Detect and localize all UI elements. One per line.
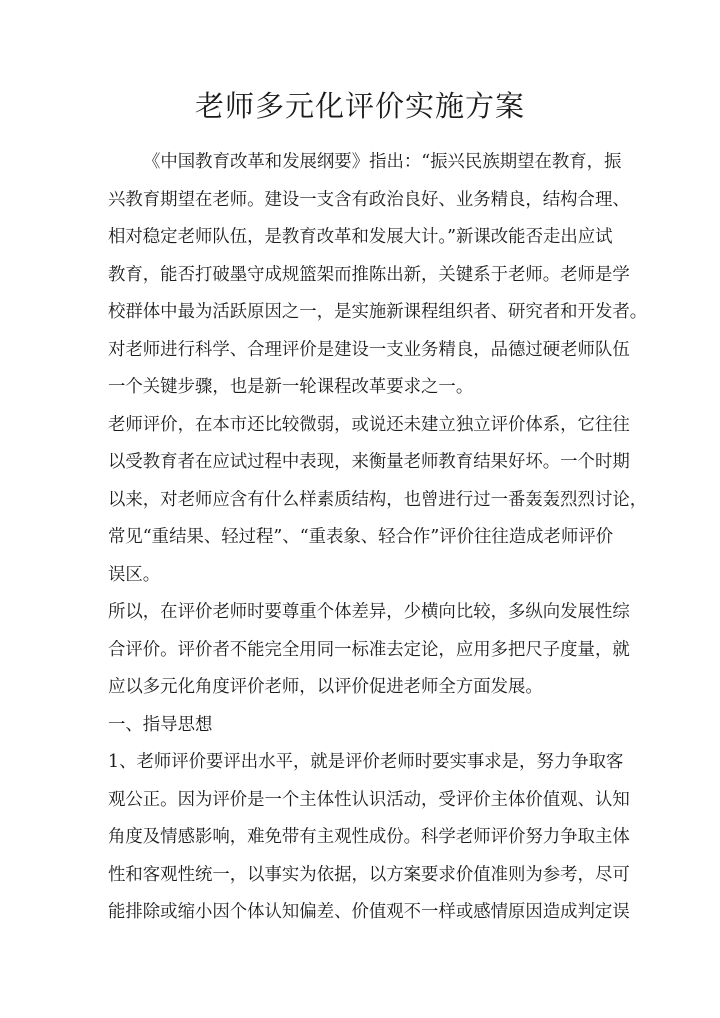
- paragraph-line: 以受教育者在应试过程中表现，来衡量老师教育结果好坏。一个时期: [108, 452, 630, 472]
- paragraph-line: 合评价。评价者不能完全用同一标准去定论，应用多把尺子度量，就: [108, 639, 630, 660]
- paragraph-line: 观公正。因为评价是一个主体性认识活动，受评价主体价值观、认知: [108, 789, 630, 810]
- paragraph-line: 相对稳定老师队伍，是教育改革和发展大计。”新课改能否走出应试: [108, 227, 613, 247]
- paragraph-line: 误区。: [108, 564, 161, 585]
- paragraph-line: 常见“重结果、轻过程”、“重表象、轻合作”评价往往造成老师评价: [108, 527, 614, 547]
- paragraph-line: 校群体中最为活跃原因之一，是实施新课程组织者、研究者和开发者。: [108, 302, 648, 322]
- paragraph-line: 性和客观性统一，以事实为依据，以方案要求价值准则为参考，尽可: [108, 864, 630, 885]
- paragraph-line: 1、老师评价要评出水平，就是评价老师时要实事求是，努力争取客: [108, 752, 624, 772]
- section-heading: 一、指导思想: [108, 714, 213, 735]
- paragraph-line: 对老师进行科学、合理评价是建设一支业务精良，品德过硬老师队伍: [108, 339, 630, 360]
- paragraph-line: 兴教育期望在老师。建设一支含有政治良好、业务精良，结构合理、: [108, 189, 630, 210]
- document-title: 老师多元化评价实施方案: [194, 89, 525, 123]
- paragraph-line: 能排除或缩小因个体认知偏差、价值观不一样或感情原因造成判定误: [108, 902, 630, 922]
- paragraph-line: 《中国教育改革和发展纲要》指出：“振兴民族期望在教育，振: [143, 152, 622, 172]
- paragraph-line: 老师评价，在本市还比较微弱，或说还未建立独立评价体系，它往往: [108, 414, 630, 435]
- paragraph-line: 一个关键步骤，也是新一轮课程改革要求之一。: [108, 377, 474, 397]
- paragraph-line: 应以多元化角度评价老师，以评价促进老师全方面发展。: [108, 677, 543, 697]
- document-body: [108, 144, 648, 932]
- paragraph-line: 教育，能否打破墨守成规篮架而推陈出新，关键系于老师。老师是学: [108, 264, 630, 285]
- paragraph-line: 角度及情感影响，难免带有主观性成份。科学老师评价努力争取主体: [108, 827, 630, 847]
- paragraph-line: 所以，在评价老师时要尊重个体差异，少横向比较，多纵向发展性综: [108, 602, 630, 622]
- paragraph-line: 以来，对老师应含有什么样素质结构，也曾进行过一番轰轰烈烈讨论，: [108, 489, 648, 510]
